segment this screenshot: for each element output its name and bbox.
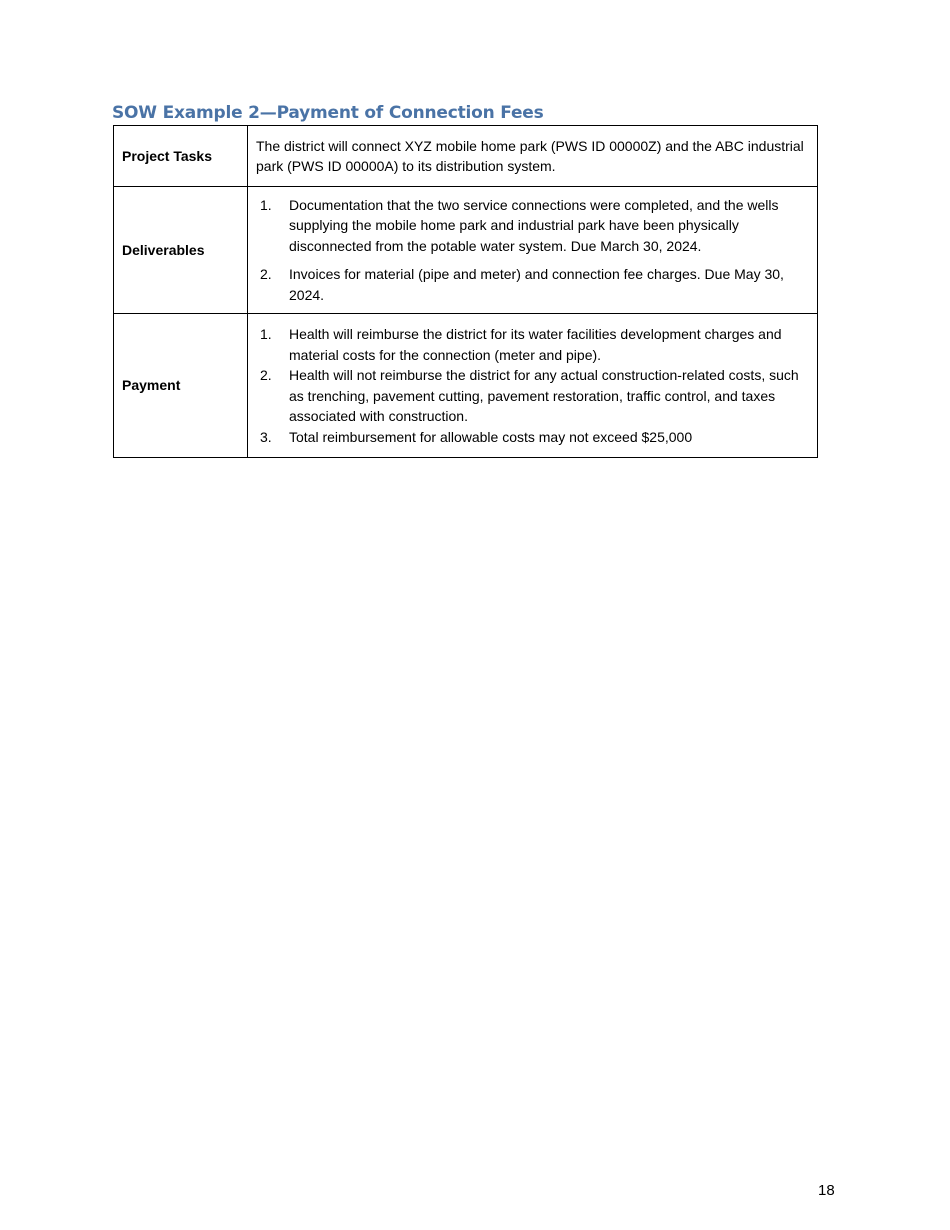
list-item bbox=[260, 365, 809, 427]
list-number: 2. bbox=[260, 266, 272, 283]
row-label: Project Tasks bbox=[114, 126, 248, 187]
list-item bbox=[260, 195, 809, 257]
list-item bbox=[260, 324, 809, 365]
list-item-text: Documentation that the two service connections were completed, and the wells supplying the mobile home park and industrial park have been physically disconnected from the potable water system. Due March 30, 2024. bbox=[289, 196, 779, 254]
list-number: 2. bbox=[260, 367, 272, 383]
table-row-project-tasks bbox=[114, 126, 818, 187]
payment-cell bbox=[248, 314, 818, 458]
sow-table bbox=[113, 125, 818, 458]
table-row-payment bbox=[114, 314, 818, 458]
deliverables-cell bbox=[248, 187, 818, 314]
row-label: Deliverables bbox=[114, 187, 248, 314]
list-item-text: Total reimbursement for allowable costs may not exceed $25,000 bbox=[289, 428, 693, 445]
section-heading: SOW Example 2—Payment of Connection Fees bbox=[112, 103, 544, 123]
table-row-deliverables bbox=[114, 187, 818, 314]
list-number: 1. bbox=[260, 196, 272, 213]
list-item bbox=[260, 427, 809, 448]
list-item-text: Health will reimburse the district for its water facilities development charges and material costs for the connection (meter and pipe). bbox=[289, 326, 782, 363]
page-number: 18 bbox=[818, 1182, 835, 1199]
project-tasks-text: The district will connect XYZ mobile home park (PWS ID 00000Z) and the ABC industrial park (PWS ID 00000A) to its distribution system. bbox=[248, 126, 818, 187]
row-label: Payment bbox=[114, 314, 248, 458]
list-item bbox=[260, 264, 809, 305]
payment-list bbox=[248, 324, 817, 447]
deliverables-list bbox=[248, 195, 817, 306]
list-number: 1. bbox=[260, 326, 272, 342]
list-item-text: Invoices for material (pipe and meter) and connection fee charges. Due May 30, 2024. bbox=[289, 266, 784, 303]
list-item-text: Health will not reimburse the district for any actual construction-related costs, such as trenching, pavement cutting, pavement restoration, traffic control, and taxes associated with construction. bbox=[289, 367, 799, 424]
list-number: 3. bbox=[260, 428, 272, 445]
